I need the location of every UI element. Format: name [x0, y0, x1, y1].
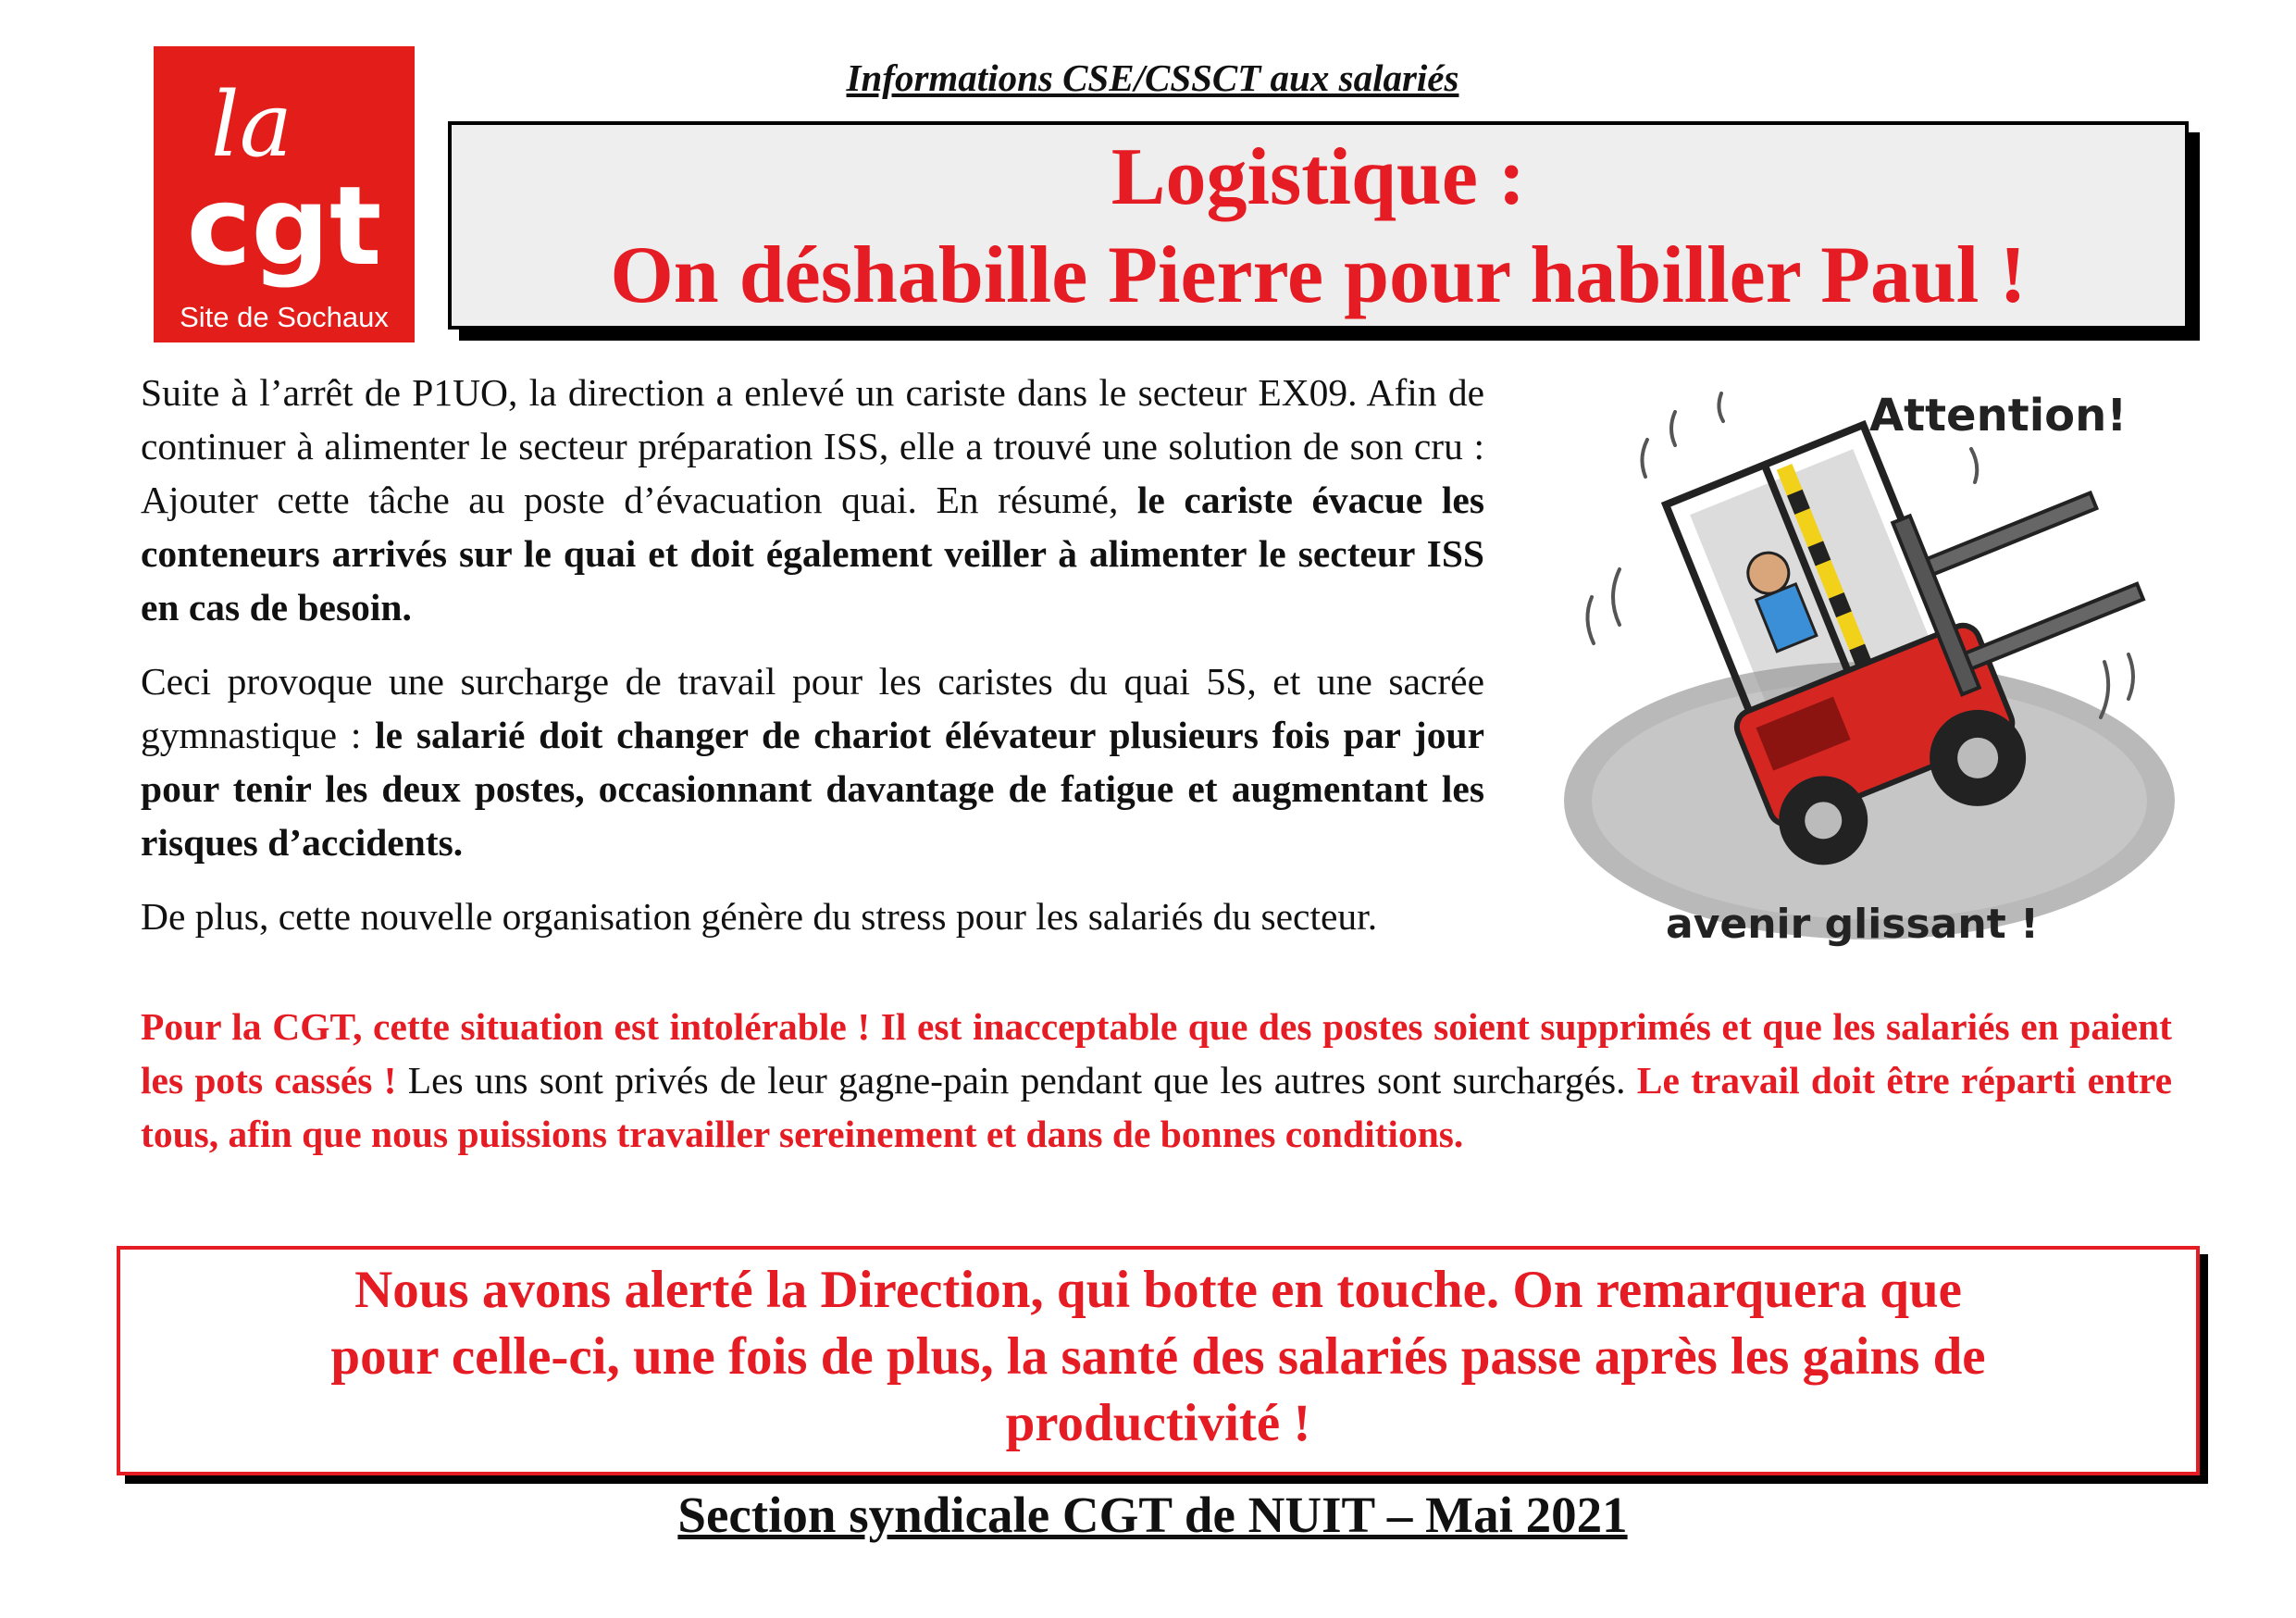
paragraph-3: De plus, cette nouvelle organisation génère du stress pour les salariés du secteur.	[141, 895, 1378, 938]
title-line-1: Logistique :	[1111, 132, 1526, 222]
illustration-bottom-caption: avenir glissant !	[1666, 901, 2040, 948]
title-line-2: On déshabille Pierre pour habiller Paul !	[610, 230, 2027, 320]
cgt-position-paragraph	[141, 1000, 2172, 1161]
logo-main-text: cgt	[186, 162, 382, 290]
illustration-top-caption: Attention!	[1869, 390, 2128, 442]
logo-site-text: Site de Sochaux	[180, 301, 389, 333]
footer-signature: Section syndicale CGT de NUIT – Mai 2021	[677, 1487, 1628, 1543]
cgt-position-normal: Les uns sont privés de leur gagne-pain pendant que les autres sont surchargés.	[396, 1059, 1637, 1101]
paragraph-2-text: Ceci provoque une surcharge de travail pour les caristes du quai 5S, et une sacrée gymnastique :	[141, 660, 1484, 756]
cgt-position	[141, 1000, 2172, 1161]
paragraph-2-bold: le salarié doit changer de chariot élévateur plusieurs fois par jour pour tenir les deux postes, occasionnant davantage de fatigue et augmentant les risques d’accidents.	[141, 714, 1484, 864]
cgt-position-red-2: Le travail doit être réparti entre tous, afin que nous puissions travailler sereinement et dans de bonnes conditions.	[141, 1059, 2173, 1155]
forklift-drawing	[1536, 366, 2184, 967]
alert-box	[117, 1246, 2200, 1475]
paragraph-1-bold: le cariste évacue les conteneurs arrivés sur le quai et doit également veiller à alimenter le secteur ISS en cas de besoin.	[141, 479, 1484, 629]
cgt-position-red-1: Pour la CGT, cette situation est intolérable ! Il est inacceptable que des postes soient supprimés et que les salariés en paient les pots cassés !	[141, 1005, 2172, 1101]
paragraph-1	[141, 366, 1484, 634]
forklift-illustration	[1536, 366, 2184, 967]
paragraph-2	[141, 654, 1484, 869]
body-text	[141, 366, 1484, 964]
alert-line-3: productivité !	[1005, 1394, 1311, 1452]
alert-line-1: Nous avons alerté la Direction, qui botte en touche. On remarquera que	[354, 1261, 1962, 1319]
logo-script-text: la	[211, 73, 292, 177]
header-kicker: Informations CSE/CSSCT aux salariés	[846, 56, 1459, 99]
title-box	[448, 121, 2189, 330]
alert-line-2: pour celle-ci, une fois de plus, la santé des salariés passe après les gains de	[330, 1327, 1986, 1386]
paragraph-1-text: Suite à l’arrêt de P1UO, la direction a enlevé un cariste dans le secteur EX09. Afin de continuer à alimenter le secteur préparation ISS, elle a trouvé une solution de son cru : Ajouter cette tâche au poste d’évacuation quai. En résumé,	[141, 371, 1484, 521]
